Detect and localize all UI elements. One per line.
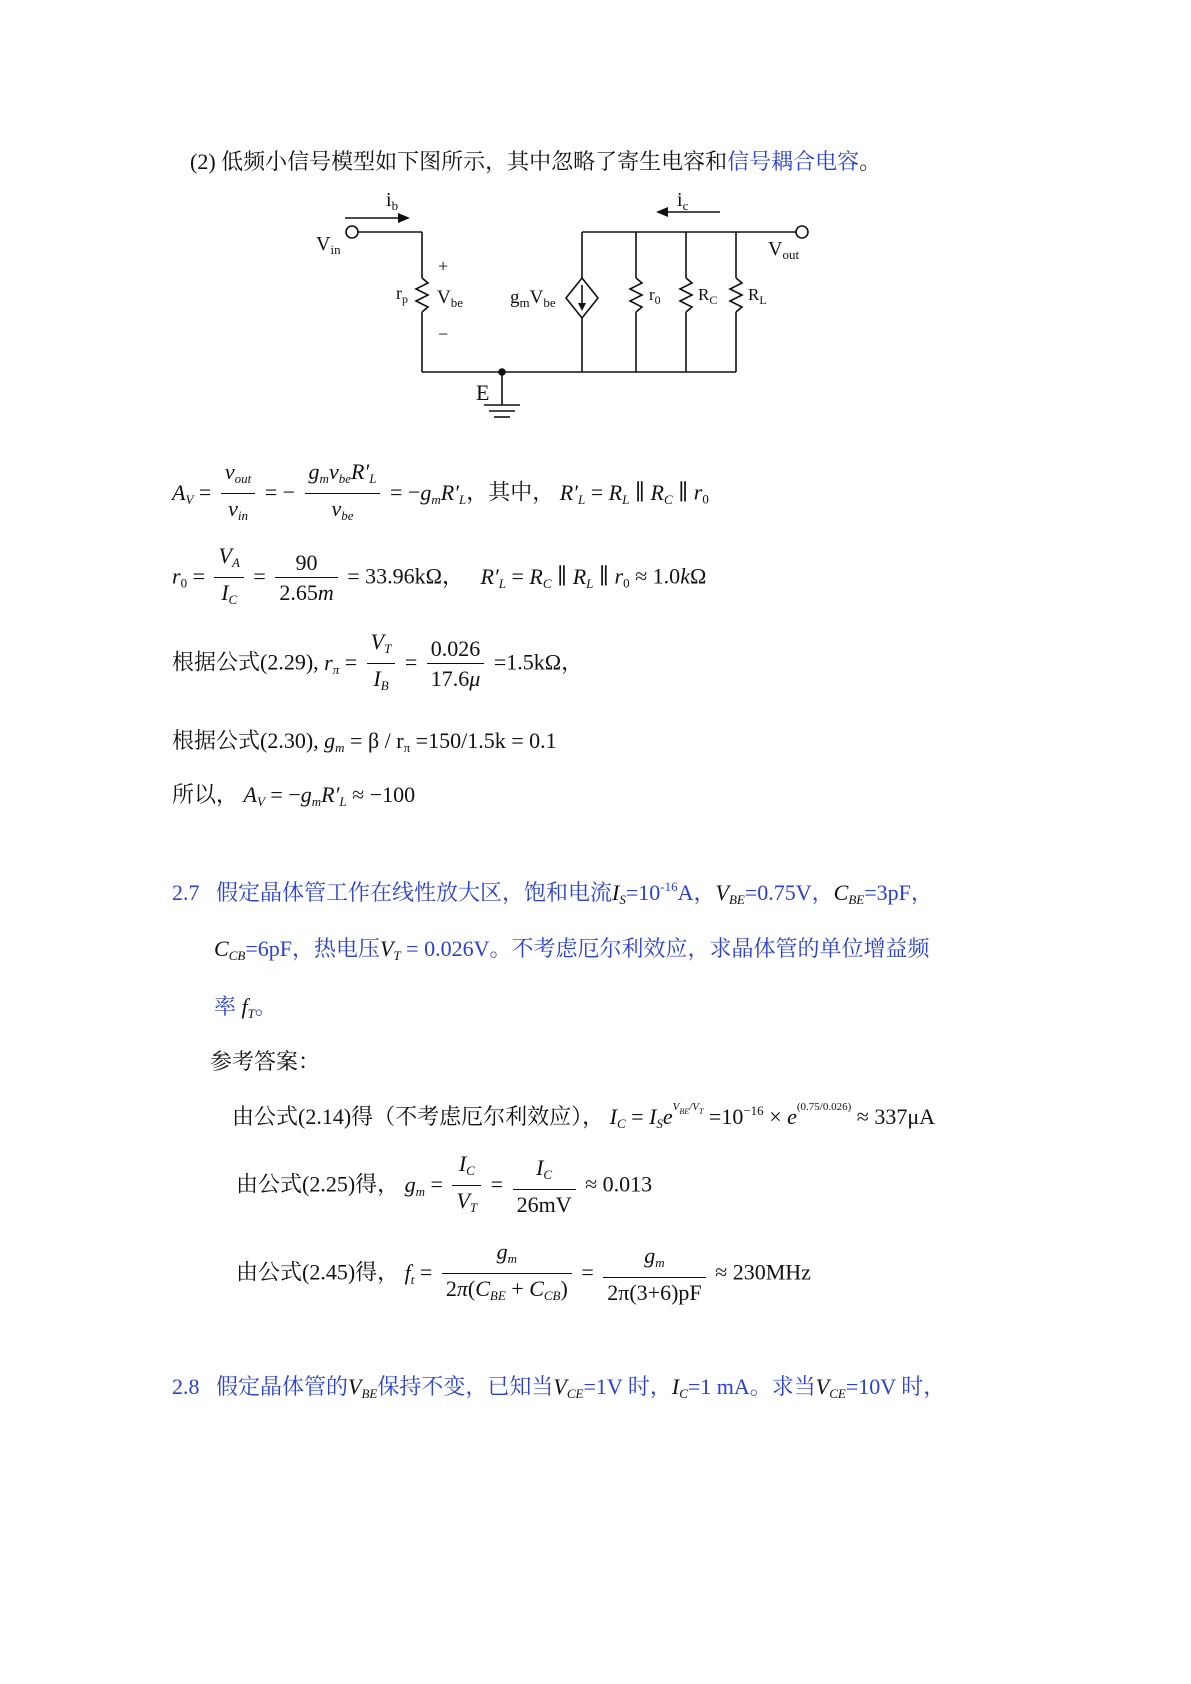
- q27-cbe: =3pF，: [864, 880, 933, 905]
- r0-result: = 33.96kΩ，: [347, 563, 464, 589]
- r0-sub: 0: [654, 293, 661, 307]
- ground-label: E: [476, 380, 490, 405]
- a1-pow: −16: [743, 1103, 764, 1118]
- r0-label: r: [649, 285, 655, 304]
- q27-is-unit: A，: [677, 880, 716, 905]
- q28-number: 2.8: [172, 1374, 200, 1399]
- ib-label: i: [386, 189, 392, 211]
- ib-sub: b: [391, 198, 399, 213]
- av-result: 所以， $A_V = -g_mR'_L \approx -100$: [172, 782, 416, 809]
- rpi-sub: p: [402, 292, 408, 306]
- svg-text:Vout: [768, 238, 799, 262]
- q27-text-c: 。不考虑厄尔利效应，求晶体管的单位增益频: [489, 936, 930, 961]
- q28-text-c: =1V 时，: [583, 1374, 672, 1399]
- a1-exp-num: 0.75: [800, 1101, 820, 1113]
- q27-text-e: 。: [254, 994, 277, 1019]
- gm-v-sub: be: [543, 295, 556, 310]
- q27-line2: $C_{CB}=6pF$，热电压$V_T = 0.026V$。不考虑厄尔利效应，求晶体管的单位增益频: [214, 936, 930, 963]
- q28-text-b: 保持不变，已知当: [377, 1374, 554, 1399]
- r0-equation: $r_0$ = $\frac{V_A}{I_C}$ = $\frac{90}{2.65m}$ = 33.96kΩ， $R'_L = R_C$ ∥ $R_L$ ∥ $r_0 \approx 1.0k\Omega$: [172, 543, 707, 607]
- q28-line: 2.8 假定晶体管的$V_{BE}$保持不变，已知当$V_{CE}=1V$ 时，$I_C=1$ mA。求当$V_{CE}=10V$ 时，: [172, 1374, 946, 1401]
- answer-gm: 由公式(2.25)得， $g_m$ = $\frac{I_C}{V_T}$ = $\frac{I_C}{26mV}$ ≈ 0.013: [236, 1150, 652, 1223]
- rpi-num: 0.026: [427, 635, 485, 664]
- small-signal-circuit: [0, 0, 1191, 470]
- av-equation: $A_V$ = $\frac{v_{out}}{v_{in}}$ = − $\frac{g_mv_{be}R'_L}{v_{be}}$ = $-g_mR'_L$，其中， $R'_L = R_L$ ∥ $R_C$ ∥ $r_0$: [172, 459, 709, 523]
- vout-sub: out: [782, 247, 800, 262]
- vout-label: V: [768, 238, 783, 260]
- so-prefix: 所以，: [172, 782, 239, 807]
- q27-text-b: 热电压: [313, 936, 380, 961]
- a2-prefix: 由公式(2.25)得，: [236, 1171, 400, 1197]
- rc-sub: C: [709, 293, 718, 307]
- svg-text:Vbe: [437, 287, 463, 310]
- q27-ccb: =6pF，: [245, 936, 314, 961]
- svg-text:RL: [748, 285, 767, 307]
- a2-result: ≈ 0.013: [585, 1171, 653, 1197]
- rpi-label: r: [396, 283, 402, 303]
- a1-exp-den: 0.026: [822, 1101, 848, 1113]
- a3-den: 2π(3+6)pF: [607, 1279, 702, 1305]
- gm-label: g: [510, 287, 520, 308]
- q27-vbe: =0.75V，: [744, 880, 834, 905]
- svg-text:ib: [386, 189, 398, 213]
- q27-is-exp: -16: [660, 879, 678, 894]
- av-where: ，其中，: [466, 479, 555, 505]
- r0-num: 90: [275, 549, 337, 578]
- answer-ic: 由公式(2.14)得（不考虑厄尔利效应）， $I_C = I_Se^{V_{BE}/V_T} =10^{-16} \times e^{(0.75/0.026)} \approx 337\mu A$: [232, 1101, 936, 1131]
- a3-result: ≈ 230MHz: [715, 1259, 811, 1285]
- vbe-minus: −: [438, 324, 449, 344]
- gm-v: V: [529, 287, 544, 308]
- q27-line1: 2.7 假定晶体管工作在线性放大区，饱和电流$I_S=10^{-16}A$，$V_{BE}=0.75V$，$C_{BE}=3pF$，: [172, 879, 933, 907]
- q27-number: 2.7: [172, 880, 200, 905]
- gm-expr: = β / r: [350, 728, 404, 753]
- a3-prefix: 由公式(2.45)得，: [236, 1259, 400, 1285]
- r0-den: 2.65: [279, 580, 318, 605]
- rl-label: R: [748, 285, 760, 304]
- a2-den: 26mV: [516, 1191, 572, 1217]
- q27-text-a: 假定晶体管工作在线性放大区，饱和电流: [216, 880, 613, 905]
- q27-is: =10: [625, 880, 661, 905]
- rpi-den: 17.6: [430, 666, 470, 691]
- q28-text-d: =1 mA。求当: [687, 1374, 816, 1399]
- rc-label: R: [698, 285, 710, 304]
- gm-equation: 根据公式(2.30), $g_m = \beta / r_\pi =150/1.5k = 0.1$: [172, 728, 557, 755]
- rpi-prefix: 根据公式(2.29),: [172, 649, 319, 675]
- svg-text:ic: [677, 189, 689, 213]
- svg-text:Vin: [316, 233, 341, 257]
- so-result: ≈ −100: [352, 782, 416, 807]
- svg-text:gmVbe: [510, 287, 556, 310]
- vin-label: V: [316, 233, 331, 255]
- answer-ft: 由公式(2.45)得， $f_t$ = $\frac{g_m}{2\pi(C_{BE} + C_{CB})}$ = $\frac{g_m}{2\pi(3+6)pF}$ ≈ 230MHz: [236, 1238, 811, 1311]
- ic-label: i: [677, 189, 683, 211]
- q27-line3: 率 $f_T$。: [214, 994, 277, 1021]
- intro-suffix: 。: [859, 149, 882, 174]
- answer-title: 参考答案：: [210, 1049, 321, 1074]
- vbe-sub: be: [450, 295, 464, 310]
- rpi-result: =1.5kΩ，: [493, 649, 584, 675]
- intro-highlight: 信号耦合电容: [727, 149, 860, 174]
- svg-text:r0: [649, 285, 661, 307]
- svg-text:rp: [396, 283, 408, 306]
- q27-vt: = 0.026V: [406, 936, 490, 961]
- a1-prefix: 由公式(2.14)得（不考虑厄尔利效应），: [232, 1104, 605, 1129]
- a1-coef: =10: [708, 1104, 744, 1129]
- gm-prefix: 根据公式(2.30),: [172, 728, 319, 753]
- svg-text:RC: [698, 285, 717, 307]
- vbe-label: V: [437, 287, 451, 308]
- vbe-plus: +: [438, 256, 449, 276]
- rpi-equation: 根据公式(2.29), $r_\pi$ = $\frac{V_T}{I_B}$ = $\frac{0.026}{17.6\mu}$ =1.5kΩ，: [172, 629, 584, 693]
- gm-sub: m: [519, 295, 530, 310]
- q27-text-d: 率: [214, 994, 237, 1019]
- intro-text: (2) 低频小信号模型如下图所示，其中忽略了寄生电容和: [190, 149, 728, 174]
- q28-text-e: =10V 时，: [845, 1374, 946, 1399]
- gm-result: =150/1.5k = 0.1: [415, 728, 557, 753]
- ic-sub: c: [682, 198, 689, 213]
- rl-sub: L: [759, 293, 767, 307]
- q28-text-a: 假定晶体管的: [216, 1374, 349, 1399]
- a1-result: ≈ 337μA: [856, 1104, 936, 1129]
- vin-sub: in: [330, 242, 341, 257]
